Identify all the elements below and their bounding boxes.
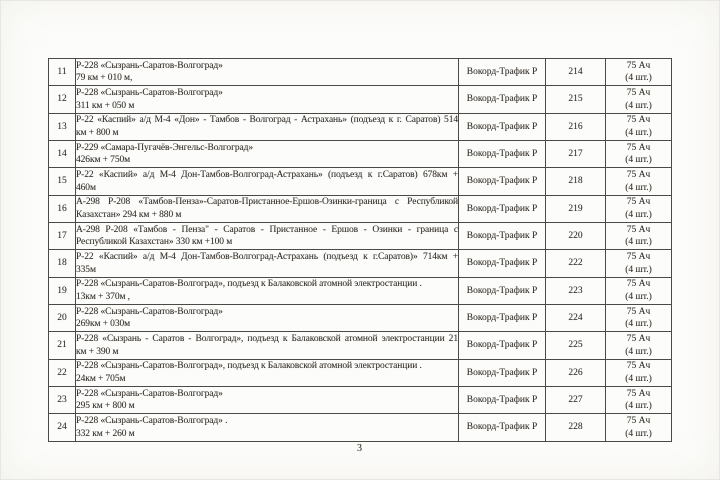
row-number: 18 <box>57 258 67 269</box>
device-name: Вокорд-Трафик Р <box>466 395 538 406</box>
device-number: 215 <box>568 94 583 105</box>
battery-quantity: (4 шт.) <box>625 319 652 330</box>
device-number: 216 <box>568 121 583 132</box>
road-description-line2: 311 км + 050 м <box>76 100 135 111</box>
row-number: 15 <box>57 176 67 187</box>
road-description-line2: 295 км + 800 м <box>76 401 135 412</box>
row-number: 22 <box>57 367 67 378</box>
device-name: Вокорд-Трафик Р <box>466 340 538 351</box>
device-number-cell <box>546 168 606 195</box>
road-description-cell <box>76 277 459 304</box>
row-number-cell <box>49 223 76 250</box>
road-description-line1: Р-22 «Каспий» а/д М-4 Дон-Тамбов-Волгоград-Астрахань (подъезд к г.Саратов)» 714км + <box>76 251 458 262</box>
battery-capacity: 75 Ач <box>626 306 651 317</box>
device-number: 223 <box>568 285 583 296</box>
device-number: 225 <box>568 340 583 351</box>
battery-spec-cell <box>606 359 672 386</box>
device-number-cell <box>546 195 606 222</box>
device-number-cell <box>546 359 606 386</box>
page-number: 3 <box>357 443 362 454</box>
device-name: Вокорд-Трафик Р <box>466 94 538 105</box>
road-description-cell <box>76 223 459 250</box>
battery-capacity: 75 Ач <box>626 388 651 399</box>
row-number: 17 <box>57 230 67 241</box>
row-number: 12 <box>57 94 67 105</box>
battery-capacity: 75 Ач <box>626 60 651 71</box>
battery-spec-cell <box>606 86 672 113</box>
road-description-cell <box>76 113 459 140</box>
table-row <box>49 141 672 168</box>
road-description-cell <box>76 332 459 359</box>
battery-quantity: (4 шт.) <box>625 209 652 220</box>
device-name: Вокорд-Трафик Р <box>466 203 538 214</box>
table-body <box>49 59 672 442</box>
battery-quantity: (4 шт.) <box>625 346 652 357</box>
battery-capacity: 75 Ач <box>626 279 651 290</box>
battery-spec-cell <box>606 59 672 86</box>
device-name: Вокорд-Трафик Р <box>466 422 538 433</box>
road-description-line1: Р-228 «Сызрань-Саратов-Волгоград» <box>76 388 223 399</box>
device-name-cell <box>459 332 546 359</box>
device-name: Вокорд-Трафик Р <box>466 176 538 187</box>
device-name-cell <box>459 168 546 195</box>
row-number: 16 <box>57 203 67 214</box>
battery-spec-cell <box>606 277 672 304</box>
road-description-line2: км + 800 м <box>76 127 119 138</box>
row-number-cell <box>49 250 76 277</box>
battery-spec-cell <box>606 113 672 140</box>
road-description-line1: Р-228 «Сызрань-Саратов-Волгоград» <box>76 87 223 98</box>
road-description-line2: 335м <box>76 264 96 275</box>
table-row <box>49 86 672 113</box>
device-number-cell <box>546 305 606 332</box>
device-number-cell <box>546 332 606 359</box>
device-number: 214 <box>568 66 583 77</box>
road-description-cell <box>76 86 459 113</box>
road-description-line2: 79 км + 010 м, <box>76 73 133 84</box>
device-number: 218 <box>568 176 583 187</box>
table-row <box>49 113 672 140</box>
row-number-cell <box>49 59 76 86</box>
battery-spec-cell <box>606 141 672 168</box>
device-number: 220 <box>568 230 583 241</box>
row-number-cell <box>49 332 76 359</box>
battery-quantity: (4 шт.) <box>625 127 652 138</box>
battery-capacity: 75 Ач <box>626 87 651 98</box>
road-description-cell <box>76 250 459 277</box>
road-description-line2: 13км + 370м , <box>76 291 130 302</box>
device-name: Вокорд-Трафик Р <box>466 230 538 241</box>
row-number-cell <box>49 141 76 168</box>
device-name-cell <box>459 113 546 140</box>
road-description-line1: Р-228 «Сызрань-Саратов-Волгоград» <box>76 60 223 71</box>
device-name: Вокорд-Трафик Р <box>466 367 538 378</box>
road-cameras-table <box>48 58 672 442</box>
road-description-cell <box>76 141 459 168</box>
row-number-cell <box>49 168 76 195</box>
row-number-cell <box>49 195 76 222</box>
device-name: Вокорд-Трафик Р <box>466 258 538 269</box>
battery-capacity: 75 Ач <box>626 142 651 153</box>
battery-quantity: (4 шт.) <box>625 237 652 248</box>
road-description-line1: Р-228 «Сызрань-Саратов-Волгоград», подъезд к Балаковской атомной электростанции . <box>76 361 422 372</box>
device-name: Вокорд-Трафик Р <box>466 313 538 324</box>
row-number: 11 <box>57 66 67 77</box>
device-number-cell <box>546 250 606 277</box>
device-name-cell <box>459 387 546 414</box>
table-row <box>49 359 672 386</box>
device-name: Вокорд-Трафик Р <box>466 66 538 77</box>
battery-capacity: 75 Ач <box>626 361 651 372</box>
road-description-line2: Республикой Казахстан» 330 км +100 м <box>76 237 233 248</box>
road-description-line2: 269км + 030м <box>76 319 131 330</box>
row-number-cell <box>49 414 76 441</box>
device-name: Вокорд-Трафик Р <box>466 148 538 159</box>
row-number: 21 <box>57 340 67 351</box>
device-name-cell <box>459 277 546 304</box>
battery-spec-cell <box>606 250 672 277</box>
battery-capacity: 75 Ач <box>626 169 651 180</box>
row-number-cell <box>49 359 76 386</box>
road-description-line1: Р-228 «Сызрань - Саратов - Волгоград», подъезд к Балаковской атомной электростанции 21 <box>76 334 458 345</box>
device-number-cell <box>546 113 606 140</box>
device-number: 222 <box>568 258 583 269</box>
table-row <box>49 223 672 250</box>
battery-spec-cell <box>606 195 672 222</box>
battery-capacity: 75 Ач <box>626 197 651 208</box>
device-name: Вокорд-Трафик Р <box>466 121 538 132</box>
battery-capacity: 75 Ач <box>626 251 651 262</box>
row-number-cell <box>49 277 76 304</box>
device-name-cell <box>459 141 546 168</box>
road-description-cell <box>76 59 459 86</box>
battery-capacity: 75 Ач <box>626 224 651 235</box>
battery-spec-cell <box>606 305 672 332</box>
device-number: 217 <box>568 148 583 159</box>
battery-capacity: 75 Ач <box>626 115 651 126</box>
road-description-line2: 426км + 750м <box>76 155 131 166</box>
battery-capacity: 75 Ач <box>626 334 651 345</box>
road-description-line1: А-298 Р-208 «Тамбов - Пенза" - Саратов - Пристанное - Ершов - Озинки - граница с <box>76 224 458 235</box>
device-number-cell <box>546 387 606 414</box>
battery-quantity: (4 шт.) <box>625 373 652 384</box>
row-number: 19 <box>57 285 67 296</box>
table-row <box>49 332 672 359</box>
battery-spec-cell <box>606 223 672 250</box>
device-number: 227 <box>568 395 583 406</box>
battery-spec-cell <box>606 168 672 195</box>
road-description-line2: км + 390 м <box>76 346 119 357</box>
battery-quantity: (4 шт.) <box>625 155 652 166</box>
row-number-cell <box>49 86 76 113</box>
device-number-cell <box>546 59 606 86</box>
table-row <box>49 387 672 414</box>
device-name-cell <box>459 359 546 386</box>
table-row <box>49 168 672 195</box>
device-name-cell <box>459 250 546 277</box>
battery-quantity: (4 шт.) <box>625 73 652 84</box>
row-number-cell <box>49 387 76 414</box>
row-number-cell <box>49 305 76 332</box>
table-row <box>49 250 672 277</box>
device-name-cell <box>459 414 546 441</box>
row-number-cell <box>49 113 76 140</box>
battery-quantity: (4 шт.) <box>625 100 652 111</box>
table-row <box>49 277 672 304</box>
row-number: 24 <box>57 422 67 433</box>
road-description-line2: 24км + 705м <box>76 373 126 384</box>
device-number-cell <box>546 141 606 168</box>
road-description-line1: Р-22 «Каспий» а/д М-4 «Дон» - Тамбов - Волгоград - Астрахань» (подъезд к г. Саратов) 514 <box>76 115 458 126</box>
device-number: 224 <box>568 313 583 324</box>
device-name-cell <box>459 305 546 332</box>
road-description-cell <box>76 387 459 414</box>
road-description-line1: Р-228 «Сызрань-Саратов-Волгоград», подъезд к Балаковской атомной электростанции . <box>76 279 422 290</box>
device-number-cell <box>546 277 606 304</box>
device-number: 219 <box>568 203 583 214</box>
device-number-cell <box>546 86 606 113</box>
table-row <box>49 195 672 222</box>
row-number: 23 <box>57 395 67 406</box>
road-description-cell <box>76 414 459 441</box>
battery-capacity: 75 Ач <box>626 416 651 427</box>
device-number-cell <box>546 414 606 441</box>
device-name-cell <box>459 59 546 86</box>
row-number: 14 <box>57 148 67 159</box>
battery-quantity: (4 шт.) <box>625 401 652 412</box>
device-number: 226 <box>568 367 583 378</box>
road-description-line1: Р-229 «Самара-Пугачёв-Энгельс-Волгоград» <box>76 142 254 153</box>
battery-quantity: (4 шт.) <box>625 291 652 302</box>
battery-spec-cell <box>606 332 672 359</box>
battery-quantity: (4 шт.) <box>625 264 652 275</box>
battery-spec-cell <box>606 387 672 414</box>
road-description-line2: 332 км + 260 м <box>76 428 135 439</box>
road-description-cell <box>76 305 459 332</box>
device-name-cell <box>459 86 546 113</box>
device-number: 228 <box>568 422 583 433</box>
battery-quantity: (4 шт.) <box>625 428 652 439</box>
table-row <box>49 305 672 332</box>
road-description-cell <box>76 168 459 195</box>
row-number: 13 <box>57 121 67 132</box>
road-description-cell <box>76 359 459 386</box>
battery-quantity: (4 шт.) <box>625 182 652 193</box>
road-description-line1: Р-228 «Сызрань-Саратов-Волгоград» <box>76 306 223 317</box>
device-name-cell <box>459 223 546 250</box>
table-row <box>49 414 672 441</box>
device-name: Вокорд-Трафик Р <box>466 285 538 296</box>
device-number-cell <box>546 223 606 250</box>
road-description-line2: 460м <box>76 182 96 193</box>
road-description-line1: Р-228 «Сызрань-Саратов-Волгоград» . <box>76 416 228 427</box>
device-name-cell <box>459 195 546 222</box>
road-description-line1: Р-22 «Каспий» а/д М-4 Дон-Тамбов-Волгоград-Астрахань» (подъезд к г.Саратов) 678км + <box>76 169 458 180</box>
road-description-cell <box>76 195 459 222</box>
table-row <box>49 59 672 86</box>
row-number: 20 <box>57 313 67 324</box>
road-description-line2: Казахстан» 294 км + 880 м <box>76 209 182 220</box>
road-description-line1: А-298 Р-208 «Тамбов-Пенза»-Саратов-Пристанное-Ершов-Озинки-граница с Республикой <box>76 197 458 208</box>
battery-spec-cell <box>606 414 672 441</box>
